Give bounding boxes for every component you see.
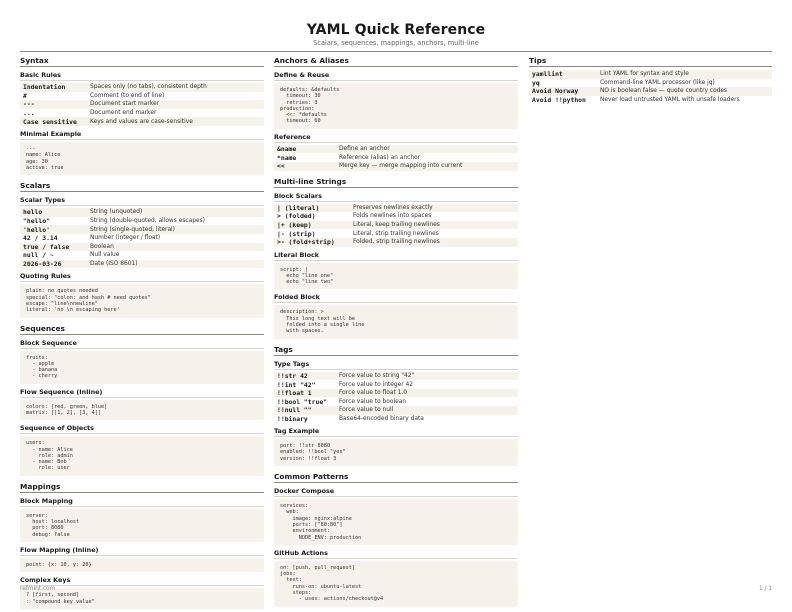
complex-keys-code (20, 588, 264, 609)
row-key: "hello" (23, 217, 50, 226)
code-line: runs-on: ubuntu-latest (280, 583, 362, 590)
row-key: --- (20, 100, 87, 109)
code-line: services: (280, 503, 309, 510)
tag-example-code (274, 439, 518, 466)
row-description: NO is boolean false — quote country codes (597, 87, 772, 96)
table-row (20, 109, 264, 118)
footer-page-number: 1 / 1 (758, 586, 772, 592)
table-row (20, 234, 264, 243)
row-description: String (double-quoted, allows escapes) (90, 218, 205, 225)
section-title-tips: Tips (529, 56, 772, 67)
subsection-title-tag-example: Tag Example (274, 427, 518, 437)
row-key: true / false (20, 243, 87, 252)
table-row (274, 372, 518, 381)
row-description: Literal, strip trailing newlines (353, 230, 439, 237)
code-line: role: user (26, 465, 70, 472)
row-key: |- (strip) (277, 229, 316, 238)
section-title-tags: Tags (274, 345, 518, 356)
row-description: Null value (90, 252, 120, 259)
subsection-title-github-actions: GitHub Actions (274, 549, 518, 559)
row-description: Lint YAML for syntax and style (597, 70, 772, 79)
row-key: 'hello' (20, 225, 87, 234)
table-row (274, 221, 518, 230)
table-row (529, 70, 772, 79)
code-line: jobs: (280, 571, 296, 578)
row-description: Force value to float 1.0 (336, 389, 518, 398)
table-row (20, 243, 264, 252)
row-key: hello (20, 208, 87, 217)
code-line: defaults: &defaults (280, 87, 340, 93)
code-line: - uses: actions/checkout@v4 (280, 596, 384, 603)
code-line: - name: Bob (26, 459, 67, 466)
row-key: Avoid !!python (532, 96, 586, 105)
table-row (274, 415, 518, 424)
code-line: <<: *defaults (280, 112, 327, 119)
code-line: ? [first, second] (26, 592, 80, 599)
row-key: !!str 42 (274, 372, 336, 381)
row-description: Force value to string "42" (336, 372, 518, 381)
quoting-rules-code (20, 284, 264, 317)
code-line: point: {x: 10, y: 20} (26, 561, 92, 568)
code-line: port: 8080 (26, 525, 64, 532)
row-key: | (literal) (274, 204, 350, 213)
page-title: YAML Quick Reference (306, 22, 486, 38)
minimal-example-code (20, 142, 264, 175)
table-row (529, 96, 772, 105)
row-description: Never load untrusted YAML with unsafe loaders (600, 97, 740, 104)
block-scalars-table (274, 204, 518, 247)
row-description: Folds newlines into spaces (353, 213, 432, 220)
code-line: : "compound key value" (26, 598, 95, 605)
code-line: production: (280, 105, 315, 112)
row-description: Force value to integer 42 (339, 381, 414, 388)
subsection-title-literal-block: Literal Block (274, 251, 518, 261)
code-line: steps: (280, 590, 312, 597)
code-line: ports: ["80:80"] (280, 521, 343, 528)
row-key: null / ~ (23, 251, 54, 260)
row-key: >- (fold+strip) (274, 238, 350, 247)
code-line: age: 30 (26, 158, 48, 165)
code-line: special: "colon: and hash # need quotes" (26, 294, 151, 301)
row-description: Spaces only (no tabs), consistent depth (87, 83, 264, 92)
row-key: *name (277, 153, 297, 162)
code-line: timeout: 60 (280, 118, 321, 125)
code-line: - banana (26, 367, 58, 374)
row-key: 42 / 3.14 (23, 234, 58, 243)
folded-block-code (274, 305, 518, 338)
table-row (20, 251, 264, 260)
section-title-multiline: Multi-line Strings (274, 177, 518, 188)
subsection-title-complex-keys: Complex Keys (20, 576, 264, 586)
basic-rules-table (20, 83, 264, 126)
row-description: Force value to boolean (339, 398, 407, 405)
row-key: Avoid Norway (529, 87, 597, 96)
row-description: Boolean (87, 243, 264, 252)
table-row (274, 238, 518, 247)
subsection-title-docker-compose: Docker Compose (274, 487, 518, 497)
table-row (274, 145, 518, 154)
code-line: - apple (26, 360, 55, 367)
code-line: echo "line one" (280, 272, 334, 279)
code-line: active: true (26, 164, 64, 171)
code-line: debug: false (26, 531, 70, 538)
row-description: Define an anchor (336, 145, 518, 154)
column-1 (20, 56, 264, 609)
table-row (274, 406, 518, 415)
header-rule (20, 51, 772, 52)
column-3 (529, 56, 772, 104)
code-line: image: nginx:alpine (280, 515, 352, 522)
row-key: !!int "42" (277, 380, 316, 389)
table-row (274, 153, 518, 162)
row-key: !!null "" (274, 406, 336, 415)
row-description: Merge key — merge mapping into current (336, 162, 518, 171)
define-reuse-code (274, 83, 518, 129)
subsection-title-block-mapping: Block Mapping (20, 497, 264, 507)
section-title-anchors: Anchors & Aliases (274, 56, 518, 67)
row-key: # (23, 91, 27, 100)
subsection-title-define-reuse: Define & Reuse (274, 71, 518, 81)
subsection-title-type-tags: Type Tags (274, 360, 518, 370)
code-line: NODE_ENV: production (280, 534, 362, 541)
subsection-title-basic-rules: Basic Rules (20, 71, 264, 81)
code-line: role: admin (26, 452, 73, 459)
subsection-title-minimal-example: Minimal Example (20, 130, 264, 140)
row-description: Force value to null (336, 406, 518, 415)
tips-table (529, 70, 772, 104)
column-2 (274, 56, 518, 607)
code-line: environment: (280, 528, 330, 535)
table-row (274, 204, 518, 213)
code-line: folded into a single line (280, 322, 365, 329)
table-row (20, 225, 264, 234)
section-title-mappings: Mappings (20, 482, 264, 493)
github-actions-code (274, 561, 518, 607)
row-description: Literal, keep trailing newlines (350, 221, 518, 230)
subsection-title-scalar-types: Scalar Types (20, 196, 264, 206)
row-key: &name (274, 145, 336, 154)
table-row (20, 83, 264, 92)
code-line: This long text will be (280, 315, 355, 322)
docker-compose-code (274, 499, 518, 545)
flow-sequence-code (20, 400, 264, 421)
code-line: matrix: [[1, 2], [3, 4]] (26, 409, 101, 416)
code-line: retries: 3 (280, 99, 318, 106)
code-line: web: (280, 509, 299, 516)
subsection-title-sequence-of-objects: Sequence of Objects (20, 424, 264, 434)
row-key: << (274, 162, 336, 171)
row-description: String (unquoted) (87, 208, 264, 217)
page-header (0, 22, 792, 47)
code-line: colors: [red, green, blue] (26, 403, 108, 410)
row-description: Keys and values are case-sensitive (87, 117, 264, 126)
code-line: enabled: !!bool "yes" (280, 449, 346, 456)
page-subtitle: Scalars, sequences, mappings, anchors, multi-line (313, 39, 479, 47)
subsection-title-block-scalars: Block Scalars (274, 192, 518, 202)
subsection-title-quoting-rules: Quoting Rules (20, 272, 264, 282)
block-mapping-code (20, 509, 264, 542)
code-line: server: (26, 512, 48, 519)
row-description: Preserves newlines exactly (350, 204, 518, 213)
section-title-common-patterns: Common Patterns (274, 472, 518, 483)
code-line: literal: 'no \n escaping here' (26, 307, 120, 314)
table-row (274, 380, 518, 389)
table-row (20, 208, 264, 217)
row-key: ... (23, 109, 35, 118)
reference-table (274, 145, 518, 171)
code-line: timeout: 30 (280, 93, 321, 100)
row-description: Number (integer / float) (90, 235, 161, 242)
table-row (20, 100, 264, 109)
subsection-title-block-sequence: Block Sequence (20, 339, 264, 349)
code-line: plain: no quotes needed (26, 288, 98, 295)
literal-block-code (274, 263, 518, 290)
code-line: - cherry (26, 373, 58, 380)
row-key: 2026-03-26 (20, 260, 87, 269)
table-row (20, 260, 264, 269)
section-title-syntax: Syntax (20, 56, 264, 67)
row-key: Indentation (20, 83, 87, 92)
code-line: --- (26, 145, 36, 152)
subsection-title-flow-sequence: Flow Sequence (Inline) (20, 388, 264, 398)
table-row (529, 79, 772, 88)
code-line: port: !!str 8080 (280, 443, 330, 450)
flow-mapping-code (20, 558, 264, 572)
row-key: !!float 1 (274, 389, 336, 398)
subsection-title-folded-block: Folded Block (274, 293, 518, 303)
row-description: Date (ISO 8601) (87, 260, 264, 269)
code-line: test: (280, 577, 302, 584)
row-description: Comment (to end of line) (90, 92, 165, 99)
code-line: users: (26, 440, 45, 447)
code-line: escape: "line\nnewline" (26, 300, 98, 307)
scalar-types-table (20, 208, 264, 268)
code-line: script: | (280, 266, 309, 273)
row-key: > (folded) (277, 212, 316, 221)
table-row (20, 92, 264, 101)
code-line: fruits: (26, 354, 48, 361)
table-row (20, 217, 264, 226)
row-key: !!bool "true" (277, 397, 328, 406)
table-row (274, 397, 518, 406)
row-description: Command-line YAML processor (like jq) (600, 79, 715, 86)
code-line: host: localhost (26, 519, 80, 526)
table-row (274, 389, 518, 398)
row-key: Case sensitive (20, 117, 87, 126)
row-description: Document start marker (87, 100, 264, 109)
table-row (274, 162, 518, 171)
code-line: name: Alice (26, 152, 61, 159)
table-row (274, 229, 518, 238)
code-line: echo "line two" (280, 279, 334, 286)
subsection-title-reference: Reference (274, 133, 518, 143)
code-line: on: [push, pull_request] (280, 564, 355, 571)
row-description: String (single-quoted, literal) (87, 225, 264, 234)
code-line: description: > (280, 309, 324, 316)
code-line: with spaces. (280, 328, 324, 335)
row-description: Reference (alias) an anchor (339, 154, 421, 161)
section-title-sequences: Sequences (20, 324, 264, 335)
section-title-scalars: Scalars (20, 181, 264, 192)
code-line: - name: Alice (26, 446, 73, 453)
row-description: Base64-encoded binary data (339, 415, 424, 422)
row-key: !!binary (277, 414, 308, 423)
table-row (20, 117, 264, 126)
sequence-of-objects-code (20, 436, 264, 475)
row-description: Document end marker (90, 110, 157, 117)
block-sequence-code (20, 351, 264, 384)
row-key: |+ (keep) (274, 221, 350, 230)
table-row (529, 87, 772, 96)
type-tags-table (274, 372, 518, 424)
footer-site: refmint.com (20, 586, 56, 592)
row-key: yq (532, 78, 540, 87)
code-line: version: !!float 3 (280, 455, 337, 462)
row-key: yamllint (529, 70, 597, 79)
row-description: Folded, strip trailing newlines (350, 238, 518, 247)
table-row (274, 212, 518, 221)
subsection-title-flow-mapping: Flow Mapping (Inline) (20, 546, 264, 556)
